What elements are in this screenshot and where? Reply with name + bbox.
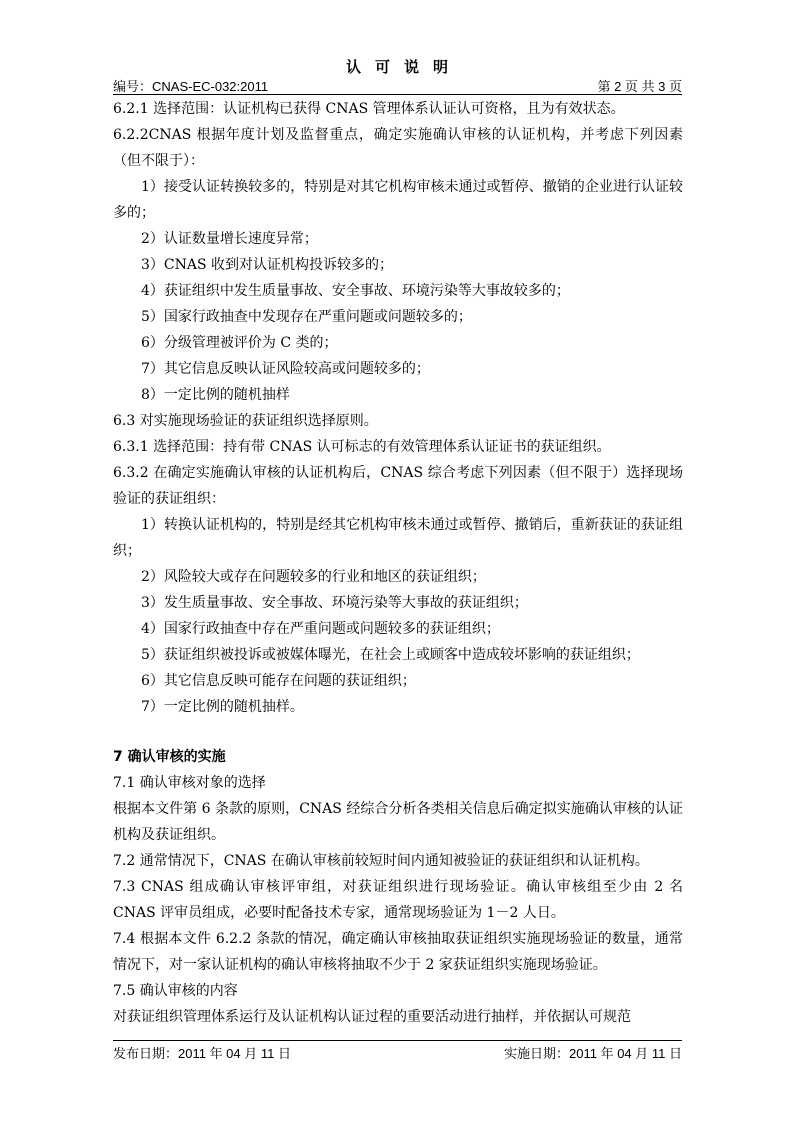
paragraph: 对获证组织管理体系运行及认证机构认证过程的重要活动进行抽样，并依据认可规范 [113,1009,631,1025]
document-number: 编号：CNAS-EC-032:2011 [113,79,269,94]
header-divider [113,94,682,95]
list-item: 4）国家行政抽查中存在严重问题或问题较多的获证组织； [141,621,500,637]
paragraph: 6.2.1 选择范围：认证机构已获得 CNAS 管理体系认证认可资格，且为有效状态。 [113,101,625,117]
paragraph: 6.3 对实施现场验证的获证组织选择原则。 [113,413,378,429]
paragraph: 7.1 确认审核对象的选择 [113,775,266,791]
list-item: 7）其它信息反映认证风险较高或问题较多的； [141,361,430,377]
list-item: 7）一定比例的随机抽样。 [141,699,304,715]
list-item: 4）获证组织中发生质量事故、安全事故、环境污染等大事故较多的； [141,283,570,299]
list-item: 3）发生质量事故、安全事故、环境污染等大事故的获证组织； [141,595,528,611]
document-body [113,96,683,1030]
document-title: 认可说明 [345,58,462,76]
list-item: 8）一定比例的随机抽样 [141,387,290,403]
footer-row [113,1043,682,1061]
page-indicator: 第 2 页 共 3 页 [597,79,682,94]
list-item: 1）转换认证机构的，特别是经其它机构审核未通过或暂停、撤销后，重新获证的获证组织； [113,517,683,559]
issue-date: 发布日期：2011 年 04 月 11 日 [113,1046,291,1061]
paragraph: 7.4 根据本文件 6.2.2 条款的情况，确定确认审核抽取获证组织实施现场验证的数量，通常情况下，对一家认证机构的确认审核将抽取不少于 2 家获证组织实施现场验证。 [113,931,683,973]
list-item: 6）分级管理被评价为 C 类的； [141,335,338,351]
paragraph: 6.3.1 选择范围：持有带 CNAS 认可标志的有效管理体系认证证书的获证组织。 [113,439,611,455]
header-row [113,76,682,94]
list-item: 3）CNAS 收到对认证机构投诉较多的； [141,257,394,273]
section-heading: 7 确认审核的实施 [113,749,226,765]
paragraph: 7.2 通常情况下，CNAS 在确认审核前较短时间内通知被验证的获证组织和认证机构。 [113,853,649,869]
paragraph: 7.3 CNAS 组成确认审核评审组，对获证组织进行现场验证。确认审核组至少由 2 名 CNAS 评审员组成，必要时配备技术专家，通常现场验证为 1－2 人日。 [113,879,683,921]
list-item: 2）认证数量增长速度异常； [141,231,318,247]
list-item: 1）接受认证转换较多的，特别是对其它机构审核未通过或暂停、撤销的企业进行认证较多的； [113,179,683,221]
paragraph: 6.2.2CNAS 根据年度计划及监督重点，确定实施确认审核的认证机构，并考虑下列因素（但不限于）： [113,127,683,169]
footer-divider [113,1040,682,1041]
paragraph: 根据本文件第 6 条款的原则，CNAS 经综合分析各类相关信息后确定拟实施确认审核的认证机构及获证组织。 [113,801,683,843]
paragraph: 7.5 确认审核的内容 [113,983,238,999]
list-item: 5）获证组织被投诉或被媒体曝光，在社会上或顾客中造成较坏影响的获证组织； [141,647,640,663]
list-item: 5）国家行政抽查中发现存在严重问题或问题较多的； [141,309,472,325]
list-item: 6）其它信息反映可能存在问题的获证组织； [141,673,416,689]
effective-date: 实施日期：2011 年 04 月 11 日 [504,1046,682,1061]
paragraph: 6.3.2 在确定实施确认审核的认证机构后，CNAS 综合考虑下列因素（但不限于）选择现场验证的获证组织： [113,465,683,507]
list-item: 2）风险较大或存在问题较多的行业和地区的获证组织； [141,569,486,585]
